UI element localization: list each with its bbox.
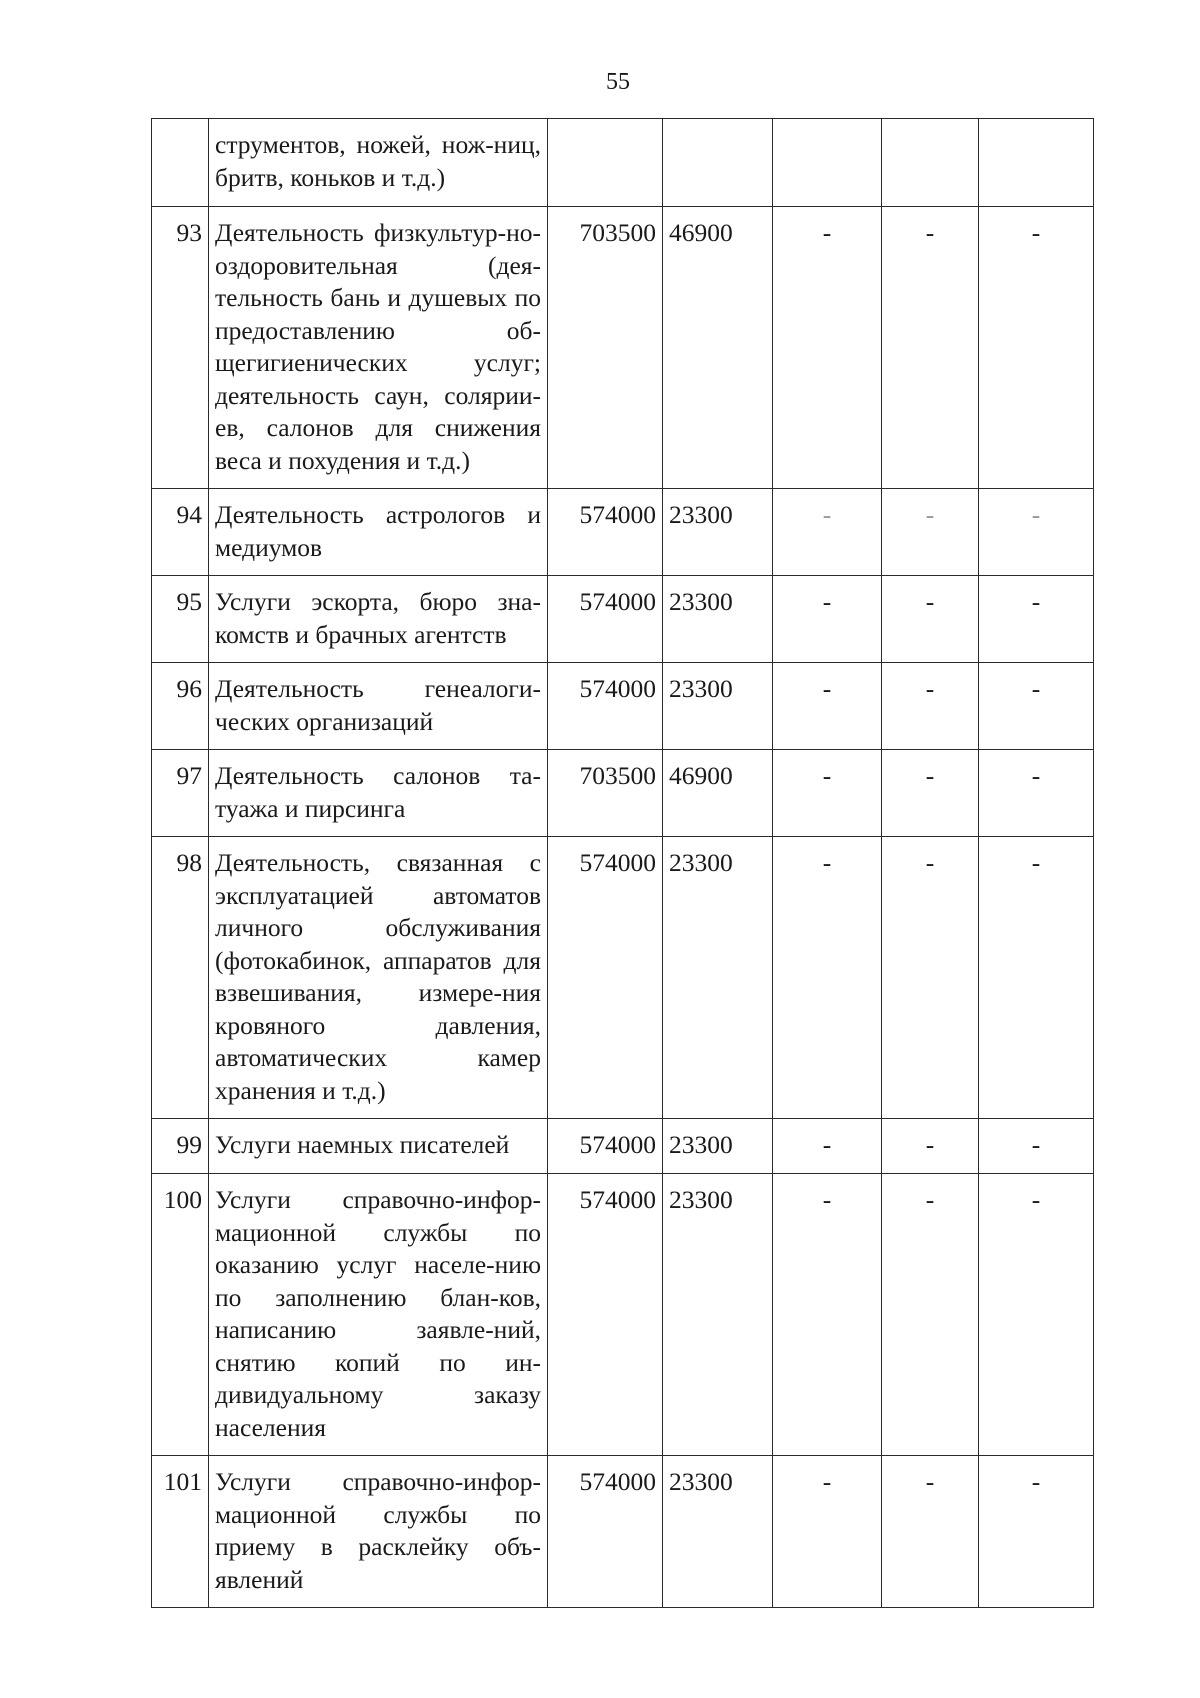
value-1-cell: 574000	[548, 837, 663, 1119]
value-1-cell: 703500	[548, 750, 663, 837]
column-5-cell: -	[773, 207, 882, 489]
column-7-cell: -	[979, 750, 1094, 837]
value-2-cell: 46900	[663, 207, 773, 489]
table-body	[152, 119, 1094, 1608]
value-1-cell: 574000	[548, 576, 663, 663]
table-row	[152, 576, 1094, 663]
column-7-cell: -	[979, 576, 1094, 663]
column-7-cell: -	[979, 489, 1094, 576]
table-row	[152, 1456, 1094, 1608]
table-row	[152, 1174, 1094, 1456]
column-6-cell: -	[882, 1119, 979, 1174]
row-number-cell: 97	[152, 750, 209, 837]
activity-description-cell: Деятельность физкультур-но-оздоровительная (дея-тельность бань и душевых по предоставлению об-щегигиенических услуг; деятельность саун, солярии-ев, салонов для снижения веса и похудения и т.д.)	[209, 207, 548, 489]
table-row	[152, 750, 1094, 837]
row-number-cell: 98	[152, 837, 209, 1119]
value-2-cell: 23300	[663, 1119, 773, 1174]
value-1-cell: 574000	[548, 489, 663, 576]
column-6-cell: -	[882, 837, 979, 1119]
column-7-cell: -	[979, 663, 1094, 750]
column-7-cell: -	[979, 1456, 1094, 1608]
value-1-cell: 574000	[548, 1174, 663, 1456]
value-1-cell	[548, 119, 663, 207]
column-6-cell: -	[882, 489, 979, 576]
column-6-cell: -	[882, 663, 979, 750]
column-6-cell: -	[882, 576, 979, 663]
table-row	[152, 207, 1094, 489]
value-2-cell: 23300	[663, 576, 773, 663]
activity-description-cell: Услуги справочно-инфор-мационной службы по приему в расклейку объ-явлений	[209, 1456, 548, 1608]
activity-description-cell: Деятельность, связанная с эксплуатацией автоматов личного обслуживания (фотокабинок, аппаратов для взвешивания, измере-ния кровяного давления, автоматических камер хранения и т.д.)	[209, 837, 548, 1119]
value-2-cell: 23300	[663, 1456, 773, 1608]
row-number-cell: 94	[152, 489, 209, 576]
column-5-cell: -	[773, 1174, 882, 1456]
activity-description-cell: струментов, ножей, нож-ниц, бритв, коньков и т.д.)	[209, 119, 548, 207]
activity-description-cell: Услуги справочно-инфор-мационной службы по оказанию услуг населе-нию по заполнению блан-ков, написанию заявле-ний, снятию копий по ин-дивидуальному заказу населения	[209, 1174, 548, 1456]
column-5-cell: -	[773, 1119, 882, 1174]
value-1-cell: 574000	[548, 1119, 663, 1174]
column-5-cell: -	[773, 663, 882, 750]
column-6-cell: -	[882, 1174, 979, 1456]
row-number-cell: 99	[152, 1119, 209, 1174]
table-row	[152, 489, 1094, 576]
activity-description-cell: Деятельность салонов та-туажа и пирсинга	[209, 750, 548, 837]
table-row	[152, 119, 1094, 207]
value-2-cell: 23300	[663, 489, 773, 576]
value-1-cell: 574000	[548, 663, 663, 750]
table-row	[152, 837, 1094, 1119]
value-2-cell: 23300	[663, 663, 773, 750]
column-5-cell: -	[773, 576, 882, 663]
activity-description-cell: Услуги эскорта, бюро зна-комств и брачных агентств	[209, 576, 548, 663]
column-7-cell: -	[979, 1119, 1094, 1174]
row-number-cell: 93	[152, 207, 209, 489]
value-2-cell: 23300	[663, 1174, 773, 1456]
value-1-cell: 703500	[548, 207, 663, 489]
column-6-cell: -	[882, 1456, 979, 1608]
row-number-cell: 96	[152, 663, 209, 750]
value-2-cell	[663, 119, 773, 207]
row-number-cell: 95	[152, 576, 209, 663]
value-1-cell: 574000	[548, 1456, 663, 1608]
table-row	[152, 1119, 1094, 1174]
column-6-cell: -	[882, 207, 979, 489]
column-5-cell: -	[773, 750, 882, 837]
column-5-cell: -	[773, 837, 882, 1119]
column-6-cell: -	[882, 750, 979, 837]
column-7-cell	[979, 119, 1094, 207]
column-7-cell: -	[979, 837, 1094, 1119]
column-7-cell: -	[979, 1174, 1094, 1456]
column-5-cell: -	[773, 1456, 882, 1608]
column-7-cell: -	[979, 207, 1094, 489]
column-5-cell	[773, 119, 882, 207]
tariff-table	[151, 118, 1094, 1608]
column-6-cell	[882, 119, 979, 207]
row-number-cell: 101	[152, 1456, 209, 1608]
page-number: 55	[606, 69, 630, 95]
activity-description-cell: Услуги наемных писателей	[209, 1119, 548, 1174]
activity-description-cell: Деятельность астрологов и медиумов	[209, 489, 548, 576]
activity-description-cell: Деятельность генеалоги-ческих организаций	[209, 663, 548, 750]
row-number-cell	[152, 119, 209, 207]
table-row	[152, 663, 1094, 750]
value-2-cell: 46900	[663, 750, 773, 837]
column-5-cell: -	[773, 489, 882, 576]
value-2-cell: 23300	[663, 837, 773, 1119]
row-number-cell: 100	[152, 1174, 209, 1456]
